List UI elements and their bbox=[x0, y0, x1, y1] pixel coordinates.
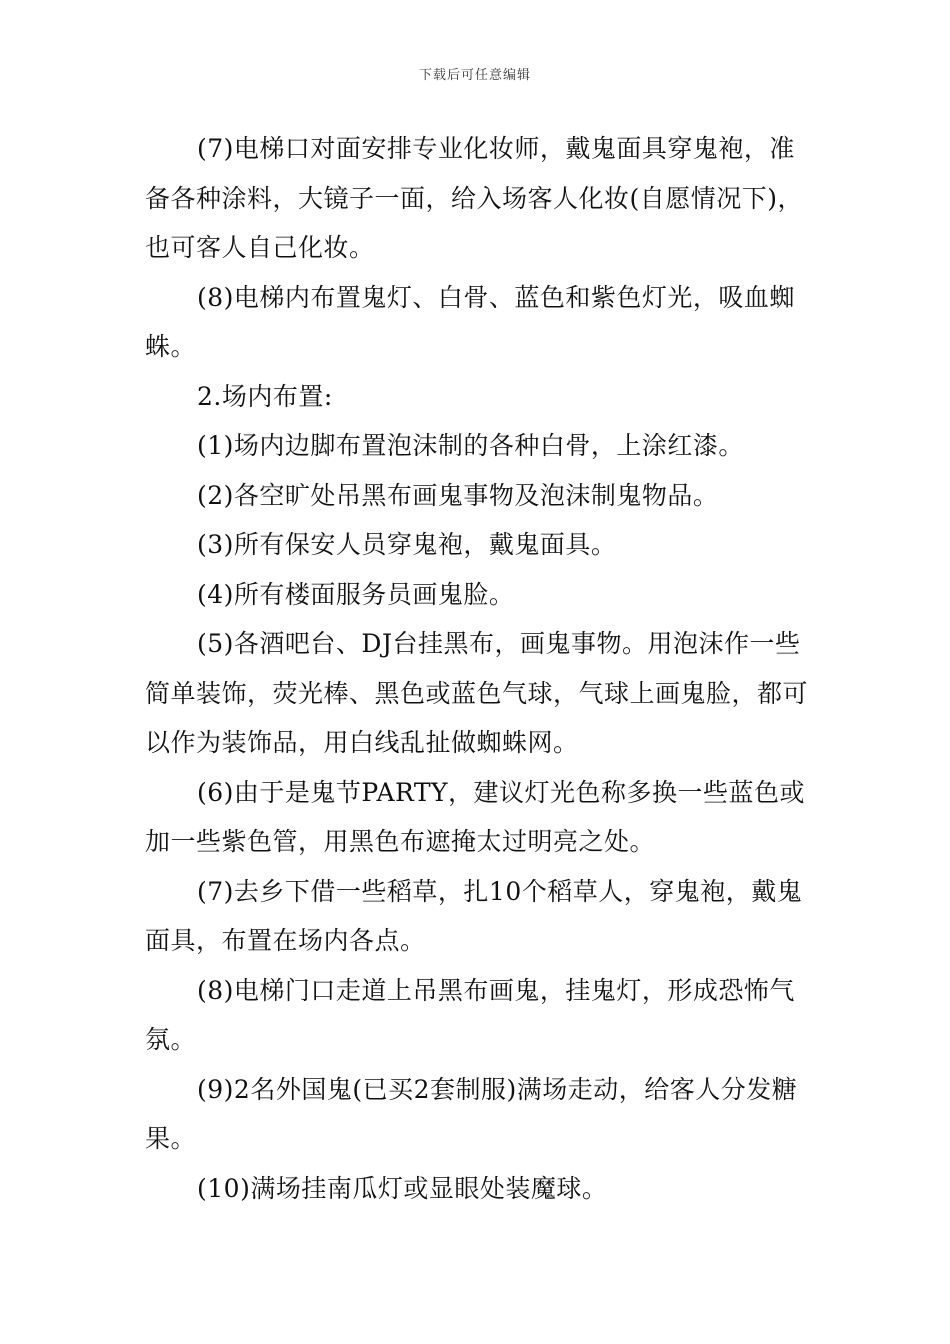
paragraph: (3)所有保安人员穿鬼袍，戴鬼面具。 bbox=[197, 530, 617, 559]
document-body bbox=[145, 124, 810, 1213]
page-header: 下载后可任意编辑 bbox=[418, 68, 531, 83]
paragraph: (9)2名外国鬼(已买2套制服)满场走动，给客人分发糖果。 bbox=[145, 1074, 798, 1153]
section-heading: 2.场内布置: bbox=[197, 381, 333, 411]
paragraph: (5)各酒吧台、DJ台挂黑布，画鬼事物。用泡沫作一些简单装饰，荧光棒、黑色或蓝色气球，气球上画鬼脸，都可以作为装饰品，用白线乱扯做蜘蛛网。 bbox=[145, 629, 809, 757]
paragraph: (6)由于是鬼节PARTY，建议灯光色称多换一些蓝色或加一些紫色管，用黑色布遮掩太过明亮之处。 bbox=[145, 777, 806, 856]
paragraph: (8)电梯门口走道上吊黑布画鬼，挂鬼灯，形成恐怖气氛。 bbox=[145, 975, 795, 1054]
paragraph: (4)所有楼面服务员画鬼脸。 bbox=[197, 579, 515, 609]
paragraph: (7)电梯口对面安排专业化妆师，戴鬼面具穿鬼袍，准备各种涂料，大镜子一面，给入场客人化妆(自愿情况下)，也可客人自己化妆。 bbox=[145, 134, 804, 262]
paragraph: (2)各空旷处吊黑布画鬼事物及泡沫制鬼物品。 bbox=[197, 480, 719, 510]
paragraph: (10)满场挂南瓜灯或显眼处装魔球。 bbox=[197, 1173, 608, 1203]
paragraph: (7)去乡下借一些稻草，扎10个稻草人，穿鬼袍，戴鬼面具，布置在场内各点。 bbox=[145, 876, 803, 955]
paragraph: (1)场内边脚布置泡沫制的各种白骨，上涂红漆。 bbox=[197, 431, 744, 460]
paragraph: (8)电梯内布置鬼灯、白骨、蓝色和紫色灯光，吸血蜘蛛。 bbox=[145, 282, 795, 361]
